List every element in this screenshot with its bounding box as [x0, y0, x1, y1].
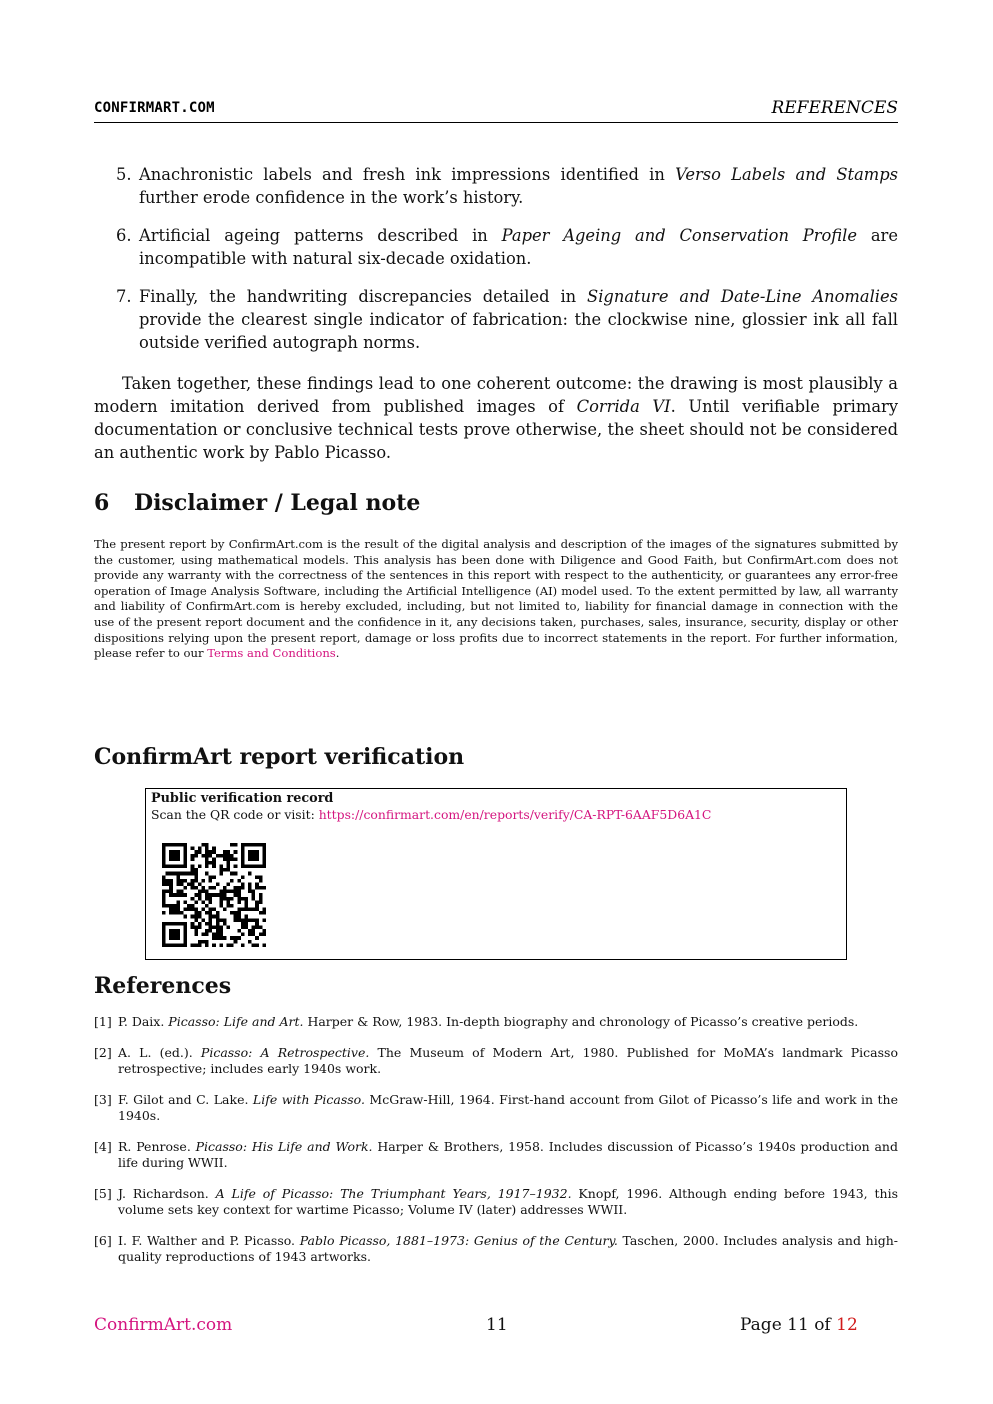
references-heading: References	[94, 973, 232, 999]
verification-box-title: Public verification record	[151, 791, 334, 806]
section-number: 6	[94, 490, 110, 516]
reference-item: [2] A. L. (ed.). Picasso: A Retrospective. The Museum of Modern Art, 1980. Published for MoMA’s landmark Picasso retrospective; includes early 1940s work.	[94, 1045, 898, 1076]
list-item-number: 6.	[116, 226, 132, 245]
section-reference: Signature and Date-Line Anomalies	[587, 287, 898, 306]
reference-number: [6]	[94, 1233, 112, 1248]
reference-number: [4]	[94, 1139, 112, 1154]
reference-number: [3]	[94, 1092, 112, 1107]
footer-page-number: 11	[486, 1315, 508, 1335]
verification-link[interactable]: https://confirmart.com/en/reports/verify/CA-RPT-6AAF5D6A1C	[318, 807, 712, 822]
list-item-number: 7.	[116, 287, 132, 306]
list-item: 5. Anachronistic labels and fresh ink impressions identified in Verso Labels and Stamps further erode confidence in the work’s history.	[116, 165, 898, 207]
header-section-title: REFERENCES	[771, 98, 898, 118]
disclaimer-heading: 6 Disclaimer / Legal note	[94, 490, 421, 516]
total-pages-link[interactable]: 12	[836, 1315, 858, 1335]
reference-number: [2]	[94, 1045, 112, 1060]
document-page	[94, 0, 898, 1404]
reference-number: [5]	[94, 1186, 112, 1201]
reference-item: [5] J. Richardson. A Life of Picasso: The Triumphant Years, 1917–1932. Knopf, 1996. Although ending before 1943, this volume sets key context for wartime Picasso; Volume IV (later) addresses WWII.	[94, 1186, 898, 1217]
footer-site-link[interactable]: ConfirmArt.com	[94, 1315, 233, 1335]
reference-title: Pablo Picasso, 1881–1973: Genius of the Century.	[299, 1233, 618, 1248]
reference-number: [1]	[94, 1014, 112, 1029]
verification-box	[145, 788, 847, 960]
disclaimer-text: The present report by ConfirmArt.com is the result of the digital analysis and description of the images of the signatures submitted by the customer, using mathematical models. This analysis has been done with Diligence and Good Faith, but ConfirmArt.com does not provide any warranty with the correctness of the sentences in this report with respect to the authenticity, or guarantees any error-free operation of Image Analysis Software, including the Artificial Intelligence (AI) model used. To the extent permitted by law, all warranty and liability of ConfirmArt.com is hereby excluded, including, but not limited to, liability for financial damage in connection with the use of the present report document and the confidence in it, any decisions taken, purchases, sales, insurance, security, display or other dispositions relying upon the present report, damage or loss profits due to incorrect statements in the report. For further information, please refer to our Terms and Conditions.	[94, 537, 898, 661]
list-item: 6. Artificial ageing patterns described in Paper Ageing and Conservation Profile are incompatible with natural six-decade oxidation.	[116, 226, 898, 268]
reference-item: [4] R. Penrose. Picasso: His Life and Work. Harper & Brothers, 1958. Includes discussion of Picasso’s 1940s production and life during WWII.	[94, 1139, 898, 1170]
list-item-number: 5.	[116, 165, 132, 184]
reference-title: Picasso: His Life and Work.	[195, 1139, 373, 1154]
reference-title: Picasso: Life and Art.	[168, 1014, 304, 1029]
verification-heading: ConfirmArt report verification	[94, 744, 465, 770]
list-item: 7. Finally, the handwriting discrepancies detailed in Signature and Date-Line Anomalies provide the clearest single indicator of fabrication: the clockwise nine, glossier ink all fall outside verified autograph norms.	[116, 287, 898, 352]
terms-link[interactable]: Terms and Conditions	[207, 646, 336, 661]
qr-code-icon[interactable]	[162, 843, 266, 947]
reference-title: Picasso: A Retrospective.	[200, 1045, 370, 1060]
reference-title: Life with Picasso.	[252, 1092, 365, 1107]
section-reference: Verso Labels and Stamps	[675, 165, 898, 184]
footer-page-count: Page 11 of 12	[740, 1315, 858, 1335]
page-footer	[94, 1315, 898, 1339]
reference-item: [6] I. F. Walther and P. Picasso. Pablo Picasso, 1881–1973: Genius of the Century. Taschen, 2000. Includes analysis and high-quality reproductions of 1943 artworks.	[94, 1233, 898, 1264]
conclusion-paragraph: Taken together, these findings lead to one coherent outcome: the drawing is most plausibly a modern imitation derived from published images of Corrida VI. Until verifiable primary documentation or conclusive technical tests prove otherwise, the sheet should not be considered an authentic work by Pablo Picasso.	[94, 374, 899, 462]
reference-item: [3] F. Gilot and C. Lake. Life with Picasso. McGraw-Hill, 1964. First-hand account from Gilot of Picasso’s life and work in the 1940s.	[94, 1092, 898, 1123]
section-reference: Paper Ageing and Conservation Profile	[501, 226, 858, 245]
reference-item: [1] P. Daix. Picasso: Life and Art. Harper & Row, 1983. In-depth biography and chronology of Picasso’s creative periods.	[94, 1014, 859, 1029]
verification-instructions: Scan the QR code or visit: https://confirmart.com/en/reports/verify/CA-RPT-6AAF5D6A1C	[151, 807, 712, 822]
reference-title: A Life of Picasso: The Triumphant Years, 1917–1932.	[215, 1186, 572, 1201]
running-header	[94, 98, 898, 123]
references-list	[94, 1014, 898, 1280]
findings-list	[94, 163, 898, 369]
header-logo: CONFIRMART.COM	[94, 100, 215, 116]
artwork-title: Corrida VI	[576, 397, 671, 416]
